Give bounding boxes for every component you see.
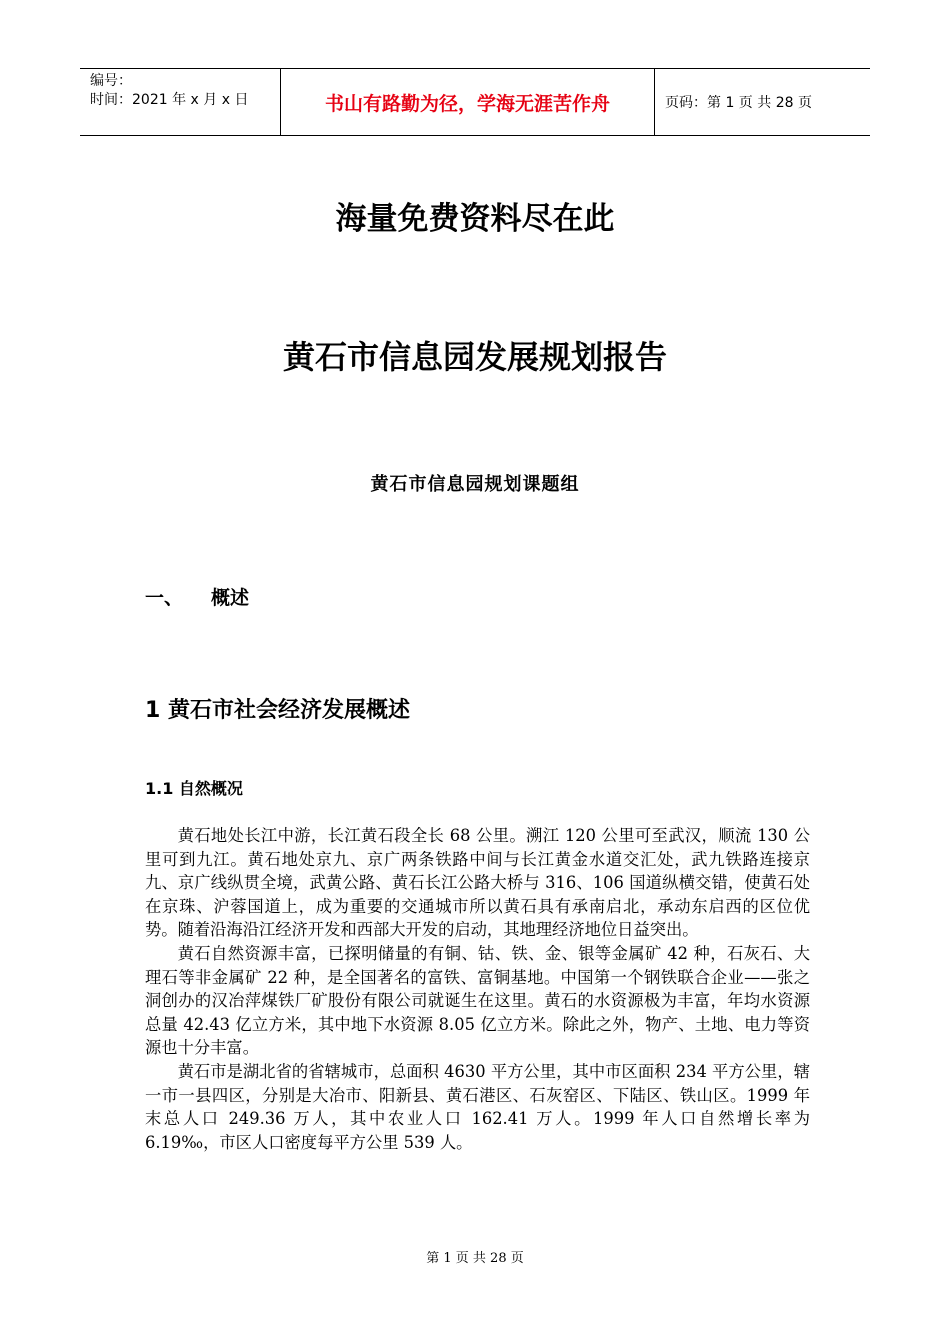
heading-level-3: 1.1 自然概况	[145, 779, 243, 798]
paragraph: 黄石市是湖北省的省辖城市，总面积 4630 平方公里，其中市区面积 234 平方公里，辖一市一县四区，分别是大冶市、阳新县、黄石港区、石灰窑区、下陆区、铁山区。1999 年末总人口 249.36 万人，其中农业人口 162.41 万人。1999 年人口自然增长率为 6.19‰，市区人口密度每平方公里 539 人。	[145, 1061, 810, 1152]
paragraph: 黄石地处长江中游，长江黄石段全长 68 公里。溯江 120 公里可至武汉，顺流 130 公里可到九江。黄石地处京九、京广两条铁路中间与长江黄金水道交汇处，武九铁路连接京九、京广线纵贯全境，武黄公路、黄石长江公路大桥与 316、106 国道纵横交错，使黄石处在京珠、沪蓉国道上，成为重要的交通城市所以黄石具有承南启北，承动东启西的区位优势。随着沿海沿江经济开发和西部大开发的启动，其地理经济地位日益突出。	[145, 826, 810, 940]
document-time-label: 时间：2021 年 x 月 x 日	[90, 92, 249, 108]
header-motto-cell	[281, 69, 655, 135]
page-header	[80, 68, 870, 136]
header-page-label: 页码：第 1 页 共 28 页	[665, 95, 812, 111]
page-footer: 第 1 页 共 28 页	[426, 1251, 524, 1266]
heading-level-2: 1 黄石市社会经济发展概述	[145, 698, 410, 723]
paragraph: 黄石自然资源丰富，已探明储量的有铜、钴、铁、金、银等金属矿 42 种，石灰石、大理石等非金属矿 22 种，是全国著名的富铁、富铜基地。中国第一个钢铁联合企业——张之洞创办的汉冶萍煤铁厂矿股份有限公司就诞生在这里。黄石的水资源极为丰富，年均水资源总量 42.43 亿立方米，其中地下水资源 8.05 亿立方米。除此之外，物产、土地、电力等资源也十分丰富。	[145, 943, 810, 1058]
header-page-cell	[655, 69, 870, 135]
author-line: 黄石市信息园规划课题组	[370, 474, 580, 495]
header-motto: 书山有路勤为径，学海无涯苦作舟	[324, 92, 610, 115]
header-meta-cell	[80, 69, 281, 135]
section-title: 概述	[211, 587, 250, 609]
document-number-label: 编号：	[90, 73, 132, 89]
report-title: 黄石市信息园发展规划报告	[282, 338, 667, 376]
section-heading-1	[145, 583, 249, 610]
section-number: 一、	[145, 587, 184, 609]
body-text	[145, 824, 810, 1154]
banner-title: 海量免费资料尽在此	[335, 201, 615, 237]
